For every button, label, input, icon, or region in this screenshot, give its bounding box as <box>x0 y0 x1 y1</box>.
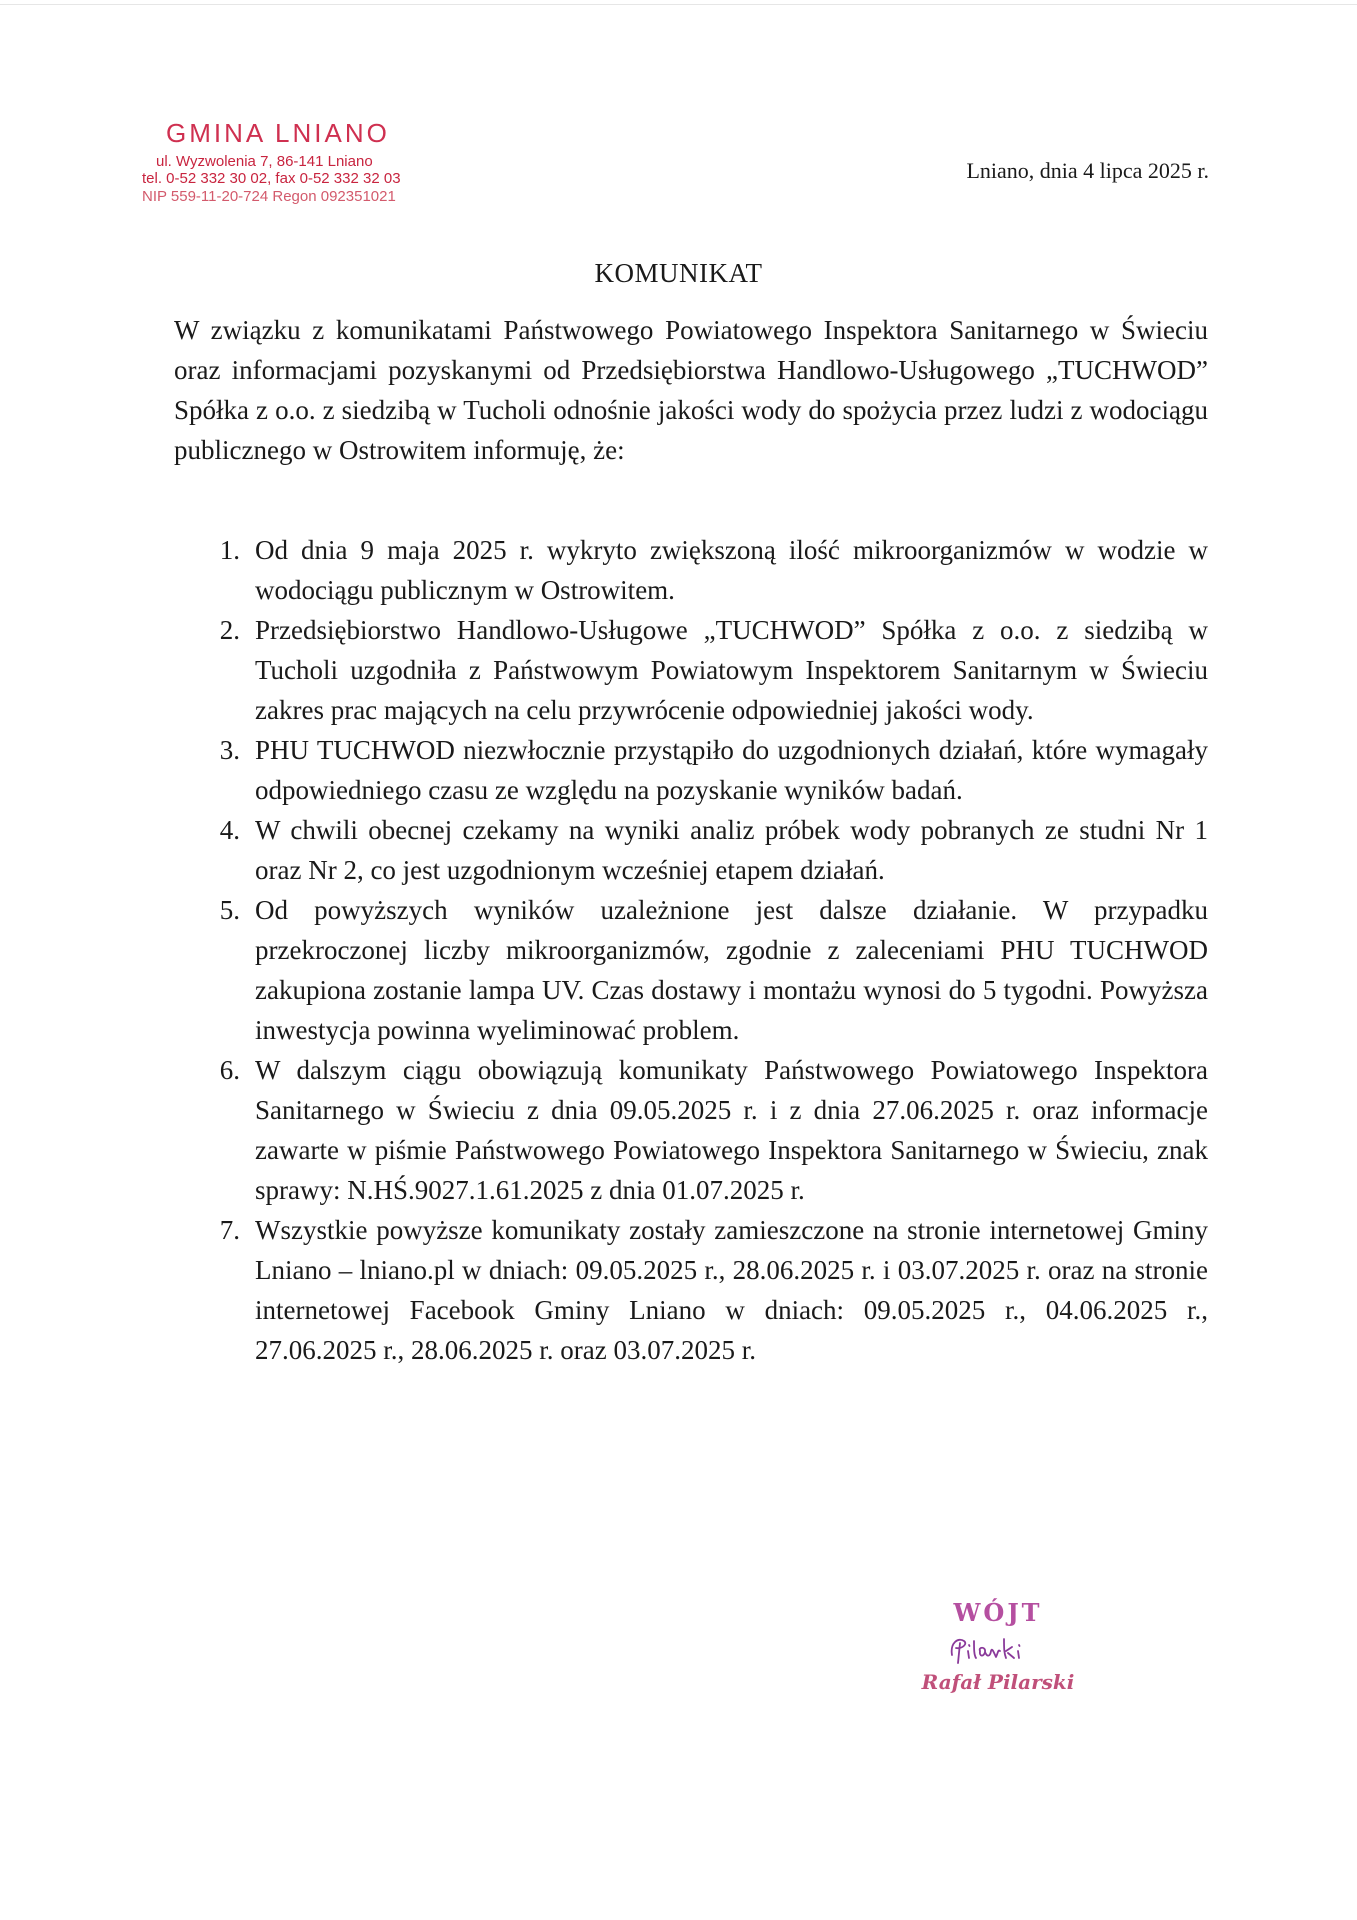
list-item <box>200 610 1208 730</box>
list-item-number: 2. <box>219 615 240 645</box>
list-item-number: 5. <box>219 895 240 925</box>
scan-edge-line <box>0 4 1357 5</box>
list-item-text: W dalszym ciągu obowiązują komunikaty Państwowego Powiatowego Inspektora Sanitarnego w Świeciu z dnia 09.05.2025 r. i z dnia 27.06.2025 r. oraz informacje zawarte w piśmie Państwowego Powiatowego Inspektora Sanitarnego w Świeciu, znak sprawy: N.HŚ.9027.1.61.2025 z dnia 01.07.2025 r. <box>255 1055 1208 1205</box>
numbered-list <box>200 530 1208 1370</box>
list-item-number: 3. <box>219 735 240 765</box>
stamp-address: ul. Wyzwolenia 7, 86-141 Lniano <box>156 152 373 170</box>
document-date: Lniano, dnia 4 lipca 2025 r. <box>966 158 1209 183</box>
list-item-number: 7. <box>219 1215 240 1245</box>
list-item-text: Przedsiębiorstwo Handlowo-Usługowe „TUCHWOD” Spółka z o.o. z siedzibą w Tucholi uzgodniła z Państwowym Powiatowym Inspektorem Sanitarnym w Świeciu zakres prac mających na celu przywrócenie odpowiedniej jakości wody. <box>255 615 1208 725</box>
list-item-text: W chwili obecnej czekamy na wyniki analiz próbek wody pobranych ze studni Nr 1 oraz Nr 2, co jest uzgodnionym wcześniej etapem działań. <box>255 815 1208 885</box>
list-item <box>200 530 1208 610</box>
stamp-nip-regon: NIP 559-11-20-724 Regon 092351021 <box>142 188 396 206</box>
list-item-text: Od powyższych wyników uzależnione jest dalsze działanie. W przypadku przekroczonej liczby mikroorganizmów, zgodnie z zaleceniami PHU TUCHWOD zakupiona zostanie lampa UV. Czas dostawy i montażu wynosi do 5 tygodni. Powyższa inwestycja powinna wyeliminować problem. <box>255 895 1208 1045</box>
list-item <box>200 890 1208 1050</box>
signature-role: WÓJT <box>953 1598 1043 1627</box>
handwritten-signature <box>938 1629 1058 1667</box>
list-item <box>200 1210 1208 1370</box>
list-item-number: 1. <box>219 535 240 565</box>
list-item-number: 6. <box>219 1055 240 1085</box>
list-item-number: 4. <box>219 815 240 845</box>
list-item <box>200 730 1208 810</box>
list-item <box>200 1050 1208 1210</box>
stamp-phone: tel. 0-52 332 30 02, fax 0-52 332 32 03 <box>142 170 401 188</box>
list-item-text: Wszystkie powyższe komunikaty zostały zamieszczone na stronie internetowej Gminy Lniano – lniano.pl w dniach: 09.05.2025 r., 28.06.2025 r. i 03.07.2025 r. oraz na stronie internetowej Facebook Gminy Lniano w dniach: 09.05.2025 r., 04.06.2025 r., 27.06.2025 r., 28.06.2025 r. oraz 03.07.2025 r. <box>255 1215 1208 1365</box>
list-item <box>200 810 1208 890</box>
list-item-text: PHU TUCHWOD niezwłocznie przystąpiło do uzgodnionych działań, które wymagały odpowiedniego czasu ze względu na pozyskanie wyników badań. <box>255 735 1208 805</box>
signature-block <box>908 1598 1088 1694</box>
signature-name: Rafał Pilarski <box>921 1670 1075 1694</box>
stamp-office-name: GMINA LNIANO <box>166 118 390 148</box>
document-title: KOMUNIKAT <box>594 258 763 288</box>
list-item-text: Od dnia 9 maja 2025 r. wykryto zwiększoną ilość mikroorganizmów w wodzie w wodociągu publicznym w Ostrowitem. <box>255 535 1208 605</box>
office-stamp <box>142 118 401 206</box>
intro-paragraph: W związku z komunikatami Państwowego Powiatowego Inspektora Sanitarnego w Świeciu oraz informacjami pozyskanymi od Przedsiębiorstwa Handlowo-Usługowego „TUCHWOD” Spółka z o.o. z siedzibą w Tucholi odnośnie jakości wody do spożycia przez ludzi z wodociągu publicznego w Ostrowitem informuję, że: <box>174 315 1208 465</box>
